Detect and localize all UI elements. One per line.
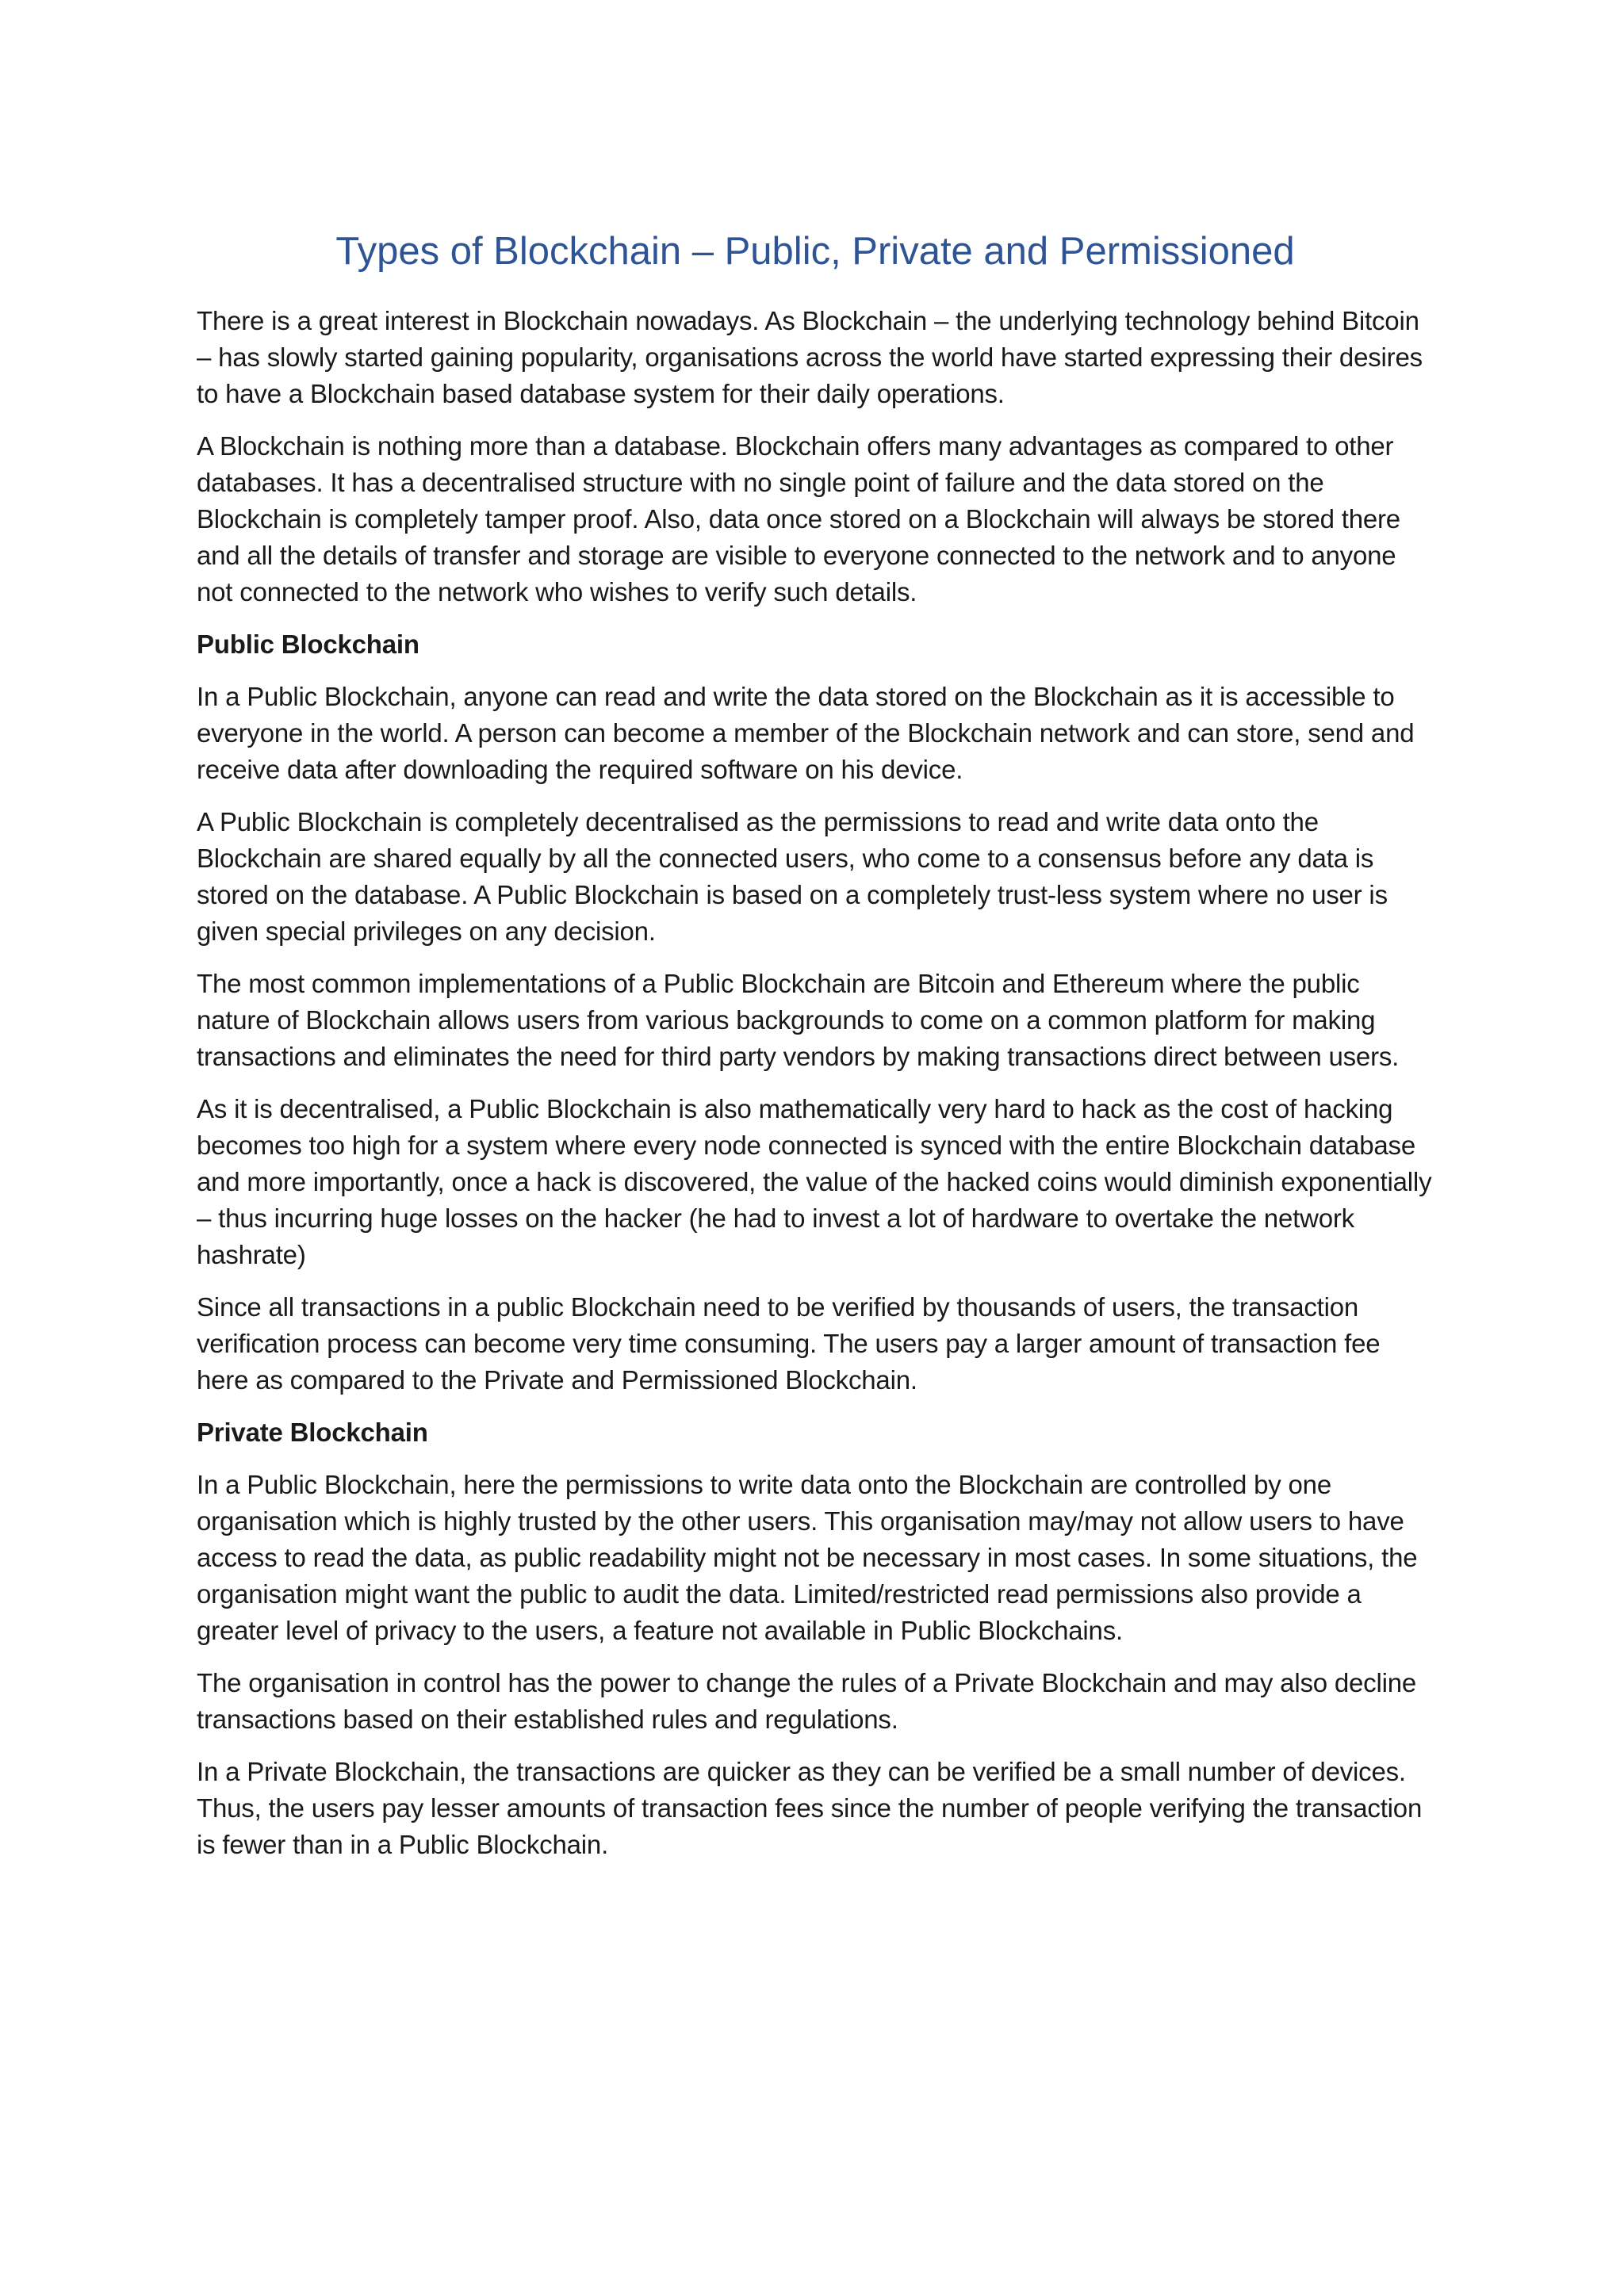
private-blockchain-paragraph-1: In a Public Blockchain, here the permissions to write data onto the Blockchain are controlled by one organisation which is highly trusted by the other users. This organisation may/may not allow users to have access to read the data, as public readability might not be necessary in most cases. In some situations, the organisation might want the public to audit the data. Limited/restricted read permissions also provide a greater level of privacy to the users, a feature not available in Public Blockchains. [197,1470,1418,1645]
public-blockchain-paragraph-3: The most common implementations of a Public Blockchain are Bitcoin and Ethereum where the public nature of Blockchain allows users from various backgrounds to come on a common platform for making transactions and eliminates the need for third party vendors by making transactions direct between users. [197,969,1400,1071]
document-body [197,227,1434,1879]
document-title: Types of Blockchain – Public, Private and Permissioned [335,230,1295,273]
public-blockchain-paragraph-4: As it is decentralised, a Public Blockchain is also mathematically very hard to hack as the cost of hacking becomes too high for a system where every node connected is synced with the entire Blockchain database and more importantly, once a hack is discovered, the value of the hacked coins would diminish exponentially – thus incurring huge losses on the hacker (he had to invest a lot of hardware to overtake the network hashrate) [197,1094,1432,1269]
public-blockchain-paragraph-5: Since all transactions in a public Blockchain need to be verified by thousands of users, the transaction verification process can become very time consuming. The users pay a larger amount of transaction fee here as compared to the Private and Permissioned Blockchain. [197,1292,1381,1395]
private-blockchain-heading: Private Blockchain [197,1418,428,1447]
public-blockchain-paragraph-2: A Public Blockchain is completely decentralised as the permissions to read and write data onto the Blockchain are shared equally by all the connected users, who come to a consensus before any data is stored on the database. A Public Blockchain is based on a completely trust-less system where no user is given special privileges on any decision. [197,807,1388,946]
public-blockchain-heading: Public Blockchain [197,629,419,659]
intro-paragraph-2: A Blockchain is nothing more than a database. Blockchain offers many advantages as compared to other databases. It has a decentralised structure with no single point of failure and the data stored on the Blockchain is completely tamper proof. Also, data once stored on a Blockchain will always be stored there and all the details of transfer and storage are visible to everyone connected to the network and to anyone not connected to the network who wishes to verify such details. [197,431,1400,607]
private-blockchain-paragraph-3: In a Private Blockchain, the transactions are quicker as they can be verified be a small number of devices. Thus, the users pay lesser amounts of transaction fees since the number of people verifying the transaction is fewer than in a Public Blockchain. [197,1757,1423,1859]
private-blockchain-paragraph-2: The organisation in control has the power to change the rules of a Private Blockchain and may also decline transactions based on their established rules and regulations. [197,1668,1417,1734]
public-blockchain-paragraph-1: In a Public Blockchain, anyone can read and write the data stored on the Blockchain as it is accessible to everyone in the world. A person can become a member of the Blockchain network and can store, send and receive data after downloading the required software on his device. [197,682,1415,784]
intro-paragraph-1: There is a great interest in Blockchain nowadays. As Blockchain – the underlying technology behind Bitcoin – has slowly started gaining popularity, organisations across the world have started expressing their desires to have a Blockchain based database system for their daily operations. [197,306,1423,408]
